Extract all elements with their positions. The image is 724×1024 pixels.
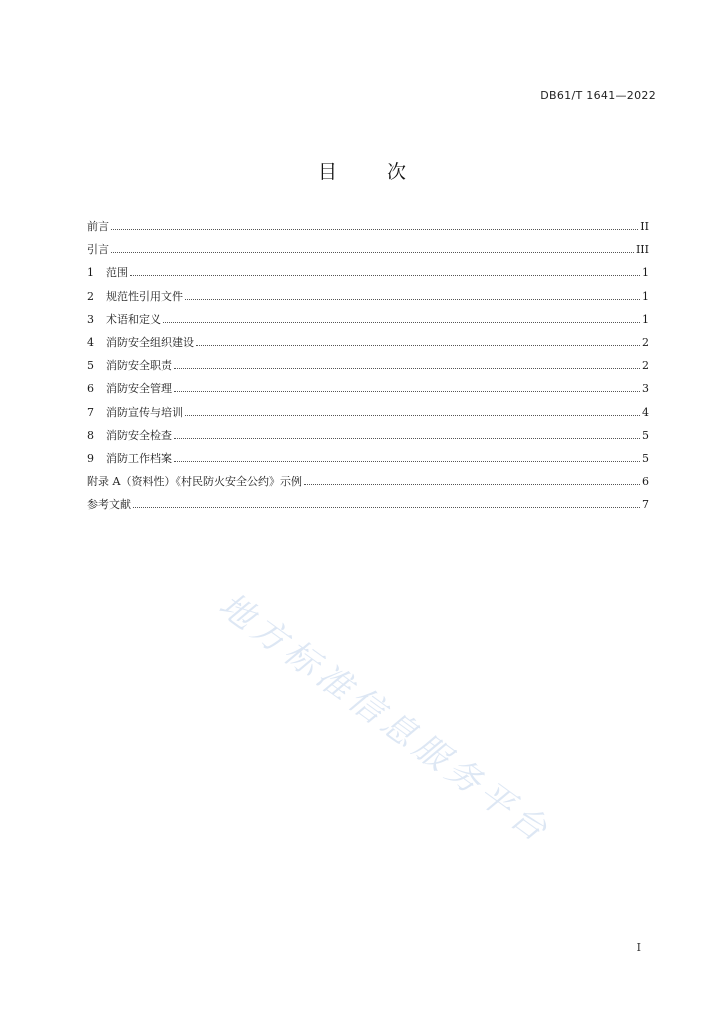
toc-entry-normative-references[interactable] [87, 288, 649, 311]
toc-entry-responsibilities[interactable] [87, 357, 649, 380]
toc-entry-number: 1 [87, 266, 94, 280]
toc-entry-number: 8 [87, 428, 94, 442]
toc-entry-label: 消防安全管理 [106, 382, 172, 396]
dot-leader [304, 484, 640, 485]
toc-entry-publicity-training[interactable] [87, 404, 649, 427]
toc-entry-page: 5 [642, 428, 649, 442]
dot-leader [196, 345, 640, 346]
toc-entry-introduction[interactable] [87, 241, 649, 264]
dot-leader [163, 322, 640, 323]
toc-entry-label: 附录 A（资料性）《村民防火安全公约》示例 [87, 475, 302, 489]
standard-code: DB61/T 1641—2022 [540, 89, 656, 102]
toc-entry-terms-definitions[interactable] [87, 311, 649, 334]
toc-entry-label: 参考文献 [87, 498, 131, 512]
toc-entry-page: 4 [642, 405, 649, 419]
table-of-contents [87, 218, 649, 519]
toc-entry-page: 1 [642, 289, 649, 303]
watermark: 地方标准信息服务平台 [211, 585, 559, 853]
toc-entry-page: 2 [642, 335, 649, 349]
toc-entry-label: 消防工作档案 [106, 451, 172, 465]
toc-entry-inspection[interactable] [87, 427, 649, 450]
toc-entry-label: 术语和定义 [106, 312, 161, 326]
toc-entry-number: 5 [87, 359, 94, 373]
toc-entry-label: 消防安全组织建设 [106, 335, 194, 349]
toc-entry-page: 7 [642, 498, 649, 512]
dot-leader [174, 438, 640, 439]
dot-leader [174, 391, 640, 392]
dot-leader [133, 507, 640, 508]
toc-entry-management[interactable] [87, 380, 649, 403]
toc-entry-page: III [635, 243, 649, 257]
dot-leader [174, 461, 640, 462]
toc-entry-bibliography[interactable] [87, 496, 649, 519]
toc-entry-number: 7 [87, 405, 94, 419]
toc-entry-organization[interactable] [87, 334, 649, 357]
toc-entry-archives[interactable] [87, 450, 649, 473]
toc-entry-label: 引言 [87, 243, 109, 257]
toc-entry-page: 1 [642, 312, 649, 326]
toc-entry-foreword[interactable] [87, 218, 649, 241]
toc-entry-number: 2 [87, 289, 94, 303]
dot-leader [111, 229, 638, 230]
toc-entry-page: 3 [642, 382, 649, 396]
toc-entry-page: 2 [642, 359, 649, 373]
dot-leader [185, 415, 640, 416]
toc-entry-scope[interactable] [87, 264, 649, 287]
toc-entry-label: 消防安全检查 [106, 428, 172, 442]
toc-entry-page: 5 [642, 451, 649, 465]
dot-leader [185, 299, 640, 300]
toc-entry-label: 规范性引用文件 [106, 289, 183, 303]
toc-entry-page: 1 [642, 266, 649, 280]
toc-entry-appendix-a[interactable] [87, 473, 649, 496]
toc-entry-number: 6 [87, 382, 94, 396]
toc-entry-number: 3 [87, 312, 94, 326]
toc-entry-label: 范围 [106, 266, 128, 280]
toc-entry-label: 消防安全职责 [106, 359, 172, 373]
toc-entry-page: 6 [642, 475, 649, 489]
toc-title: 目 次 [317, 161, 429, 183]
page-number: I [636, 941, 641, 954]
toc-entry-number: 4 [87, 335, 94, 349]
dot-leader [174, 368, 640, 369]
dot-leader [130, 275, 640, 276]
toc-entry-label: 消防宣传与培训 [106, 405, 183, 419]
toc-entry-label: 前言 [87, 220, 109, 233]
dot-leader [111, 252, 634, 253]
toc-entry-number: 9 [87, 451, 94, 465]
toc-entry-page: II [640, 220, 649, 233]
